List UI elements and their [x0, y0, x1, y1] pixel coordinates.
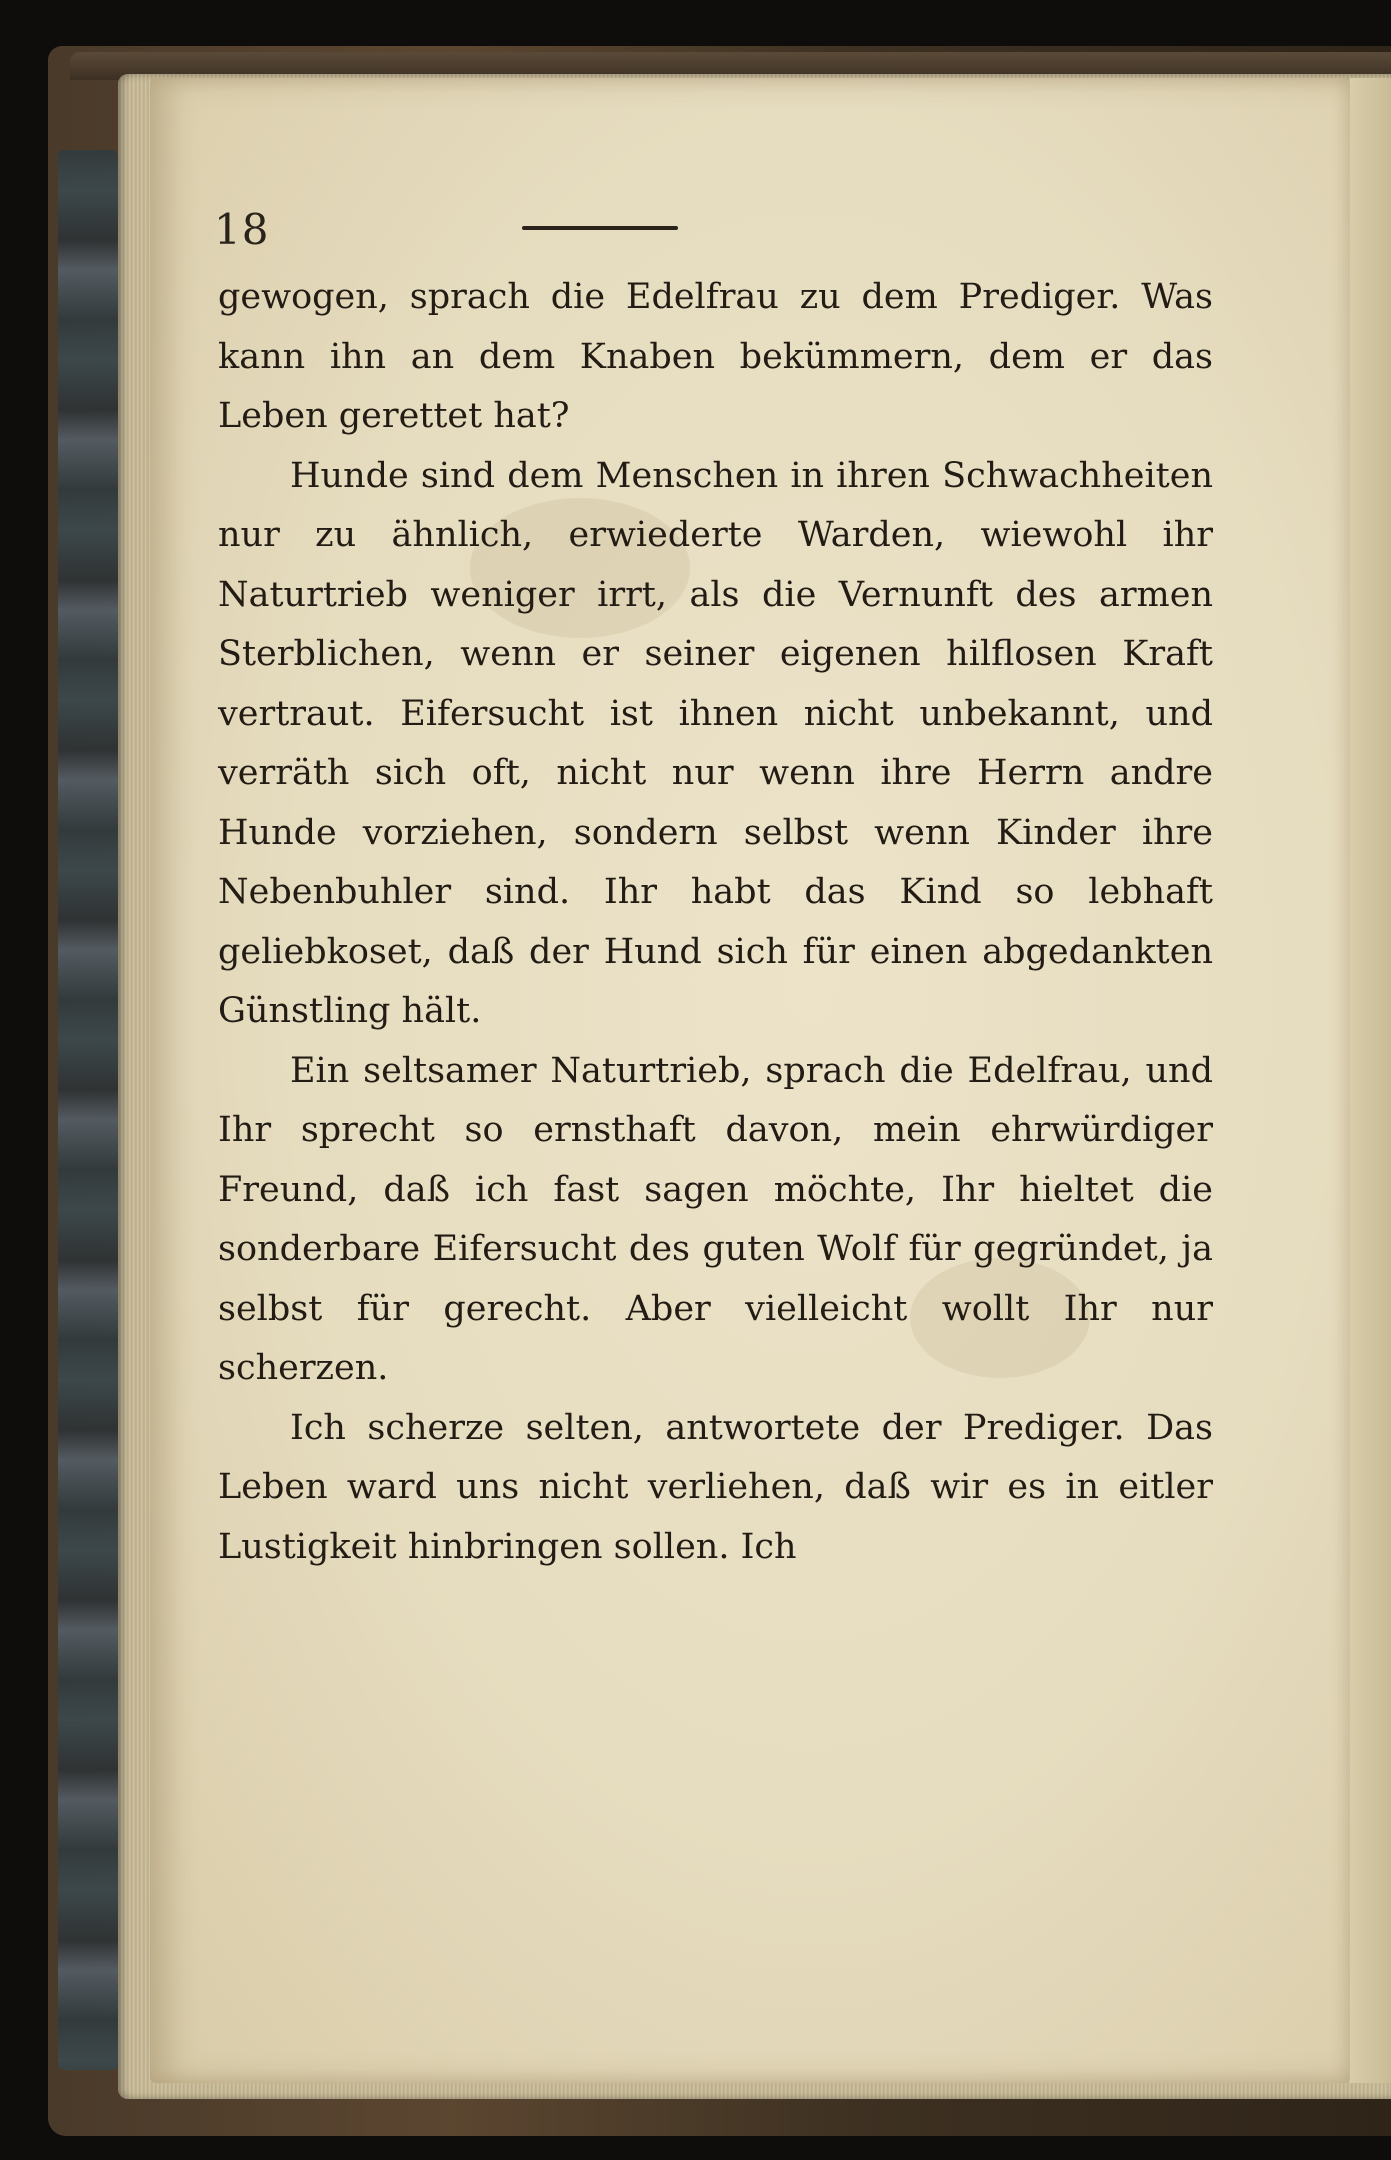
header-rule [522, 226, 678, 230]
facing-page-edge [1350, 78, 1391, 2083]
page-number: 18 [214, 205, 270, 254]
paragraph: Ein seltsamer Naturtrieb, sprach die Edelfrau, und Ihr sprecht so ernsthaft davon, mein ehrwürdiger Freund, daß ich fast sagen möchte, Ihr hieltet die sonderbare Eifersucht des guten Wolf für gegründet, ja selbst für gerecht. Aber vielleicht wollt Ihr nur scherzen. [218, 1050, 1213, 1388]
book-spine [58, 150, 118, 2070]
paragraph: gewogen, sprach die Edelfrau zu dem Prediger. Was kann ihn an dem Knaben bekümmern, dem er das Leben gerettet hat? [218, 277, 1213, 436]
paragraph: Hunde sind dem Menschen in ihren Schwachheiten nur zu ähnlich, erwiederte Warden, wiewohl ihr Naturtrieb weniger irrt, als die Vernunft des armen Sterblichen, wenn er seiner eigenen hilflosen Kraft vertraut. Eifersucht ist ihnen nicht unbekannt, und verräth sich oft, nicht nur wenn ihre Herrn andre Hunde vorziehen, sondern selbst wenn Kinder ihre Nebenbuhler sind. Ihr habt das Kind so lebhaft geliebkoset, daß der Hund sich für einen abgedankten Günstling hält. [218, 455, 1213, 1031]
body-text [218, 268, 1213, 1577]
paragraph: Ich scherze selten, antwortete der Prediger. Das Leben ward uns nicht verliehen, daß wir es in eitler Lustigkeit hinbringen sollen. Ich [218, 1407, 1213, 1567]
